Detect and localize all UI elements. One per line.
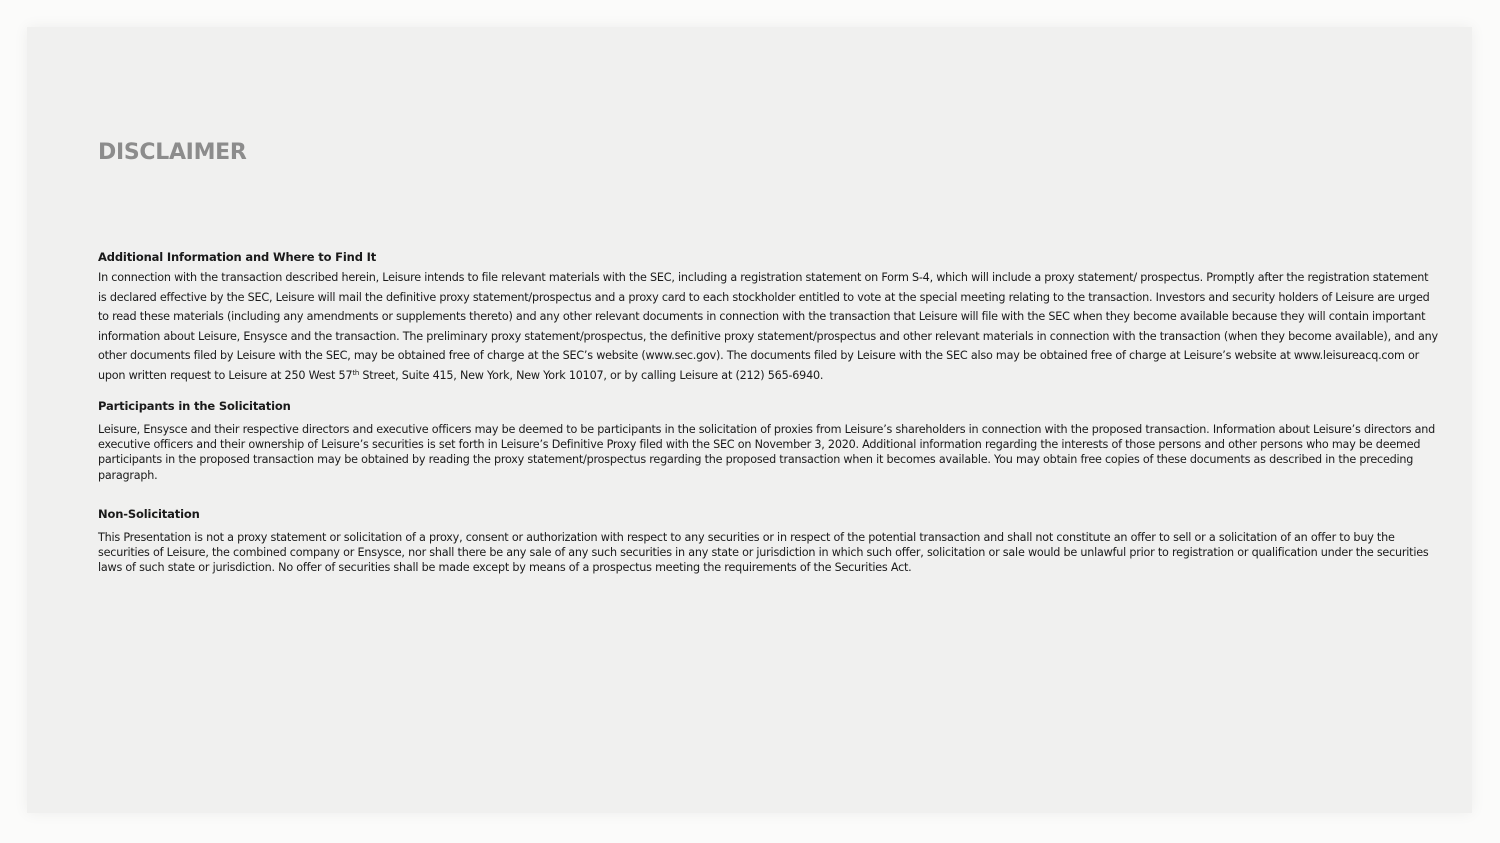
section-heading: Non-Solicitation — [98, 507, 200, 521]
section-participants — [98, 398, 1438, 483]
ordinal-superscript: th — [352, 368, 360, 377]
section-body-text-continued: Street, Suite 415, New York, New York 10107, or by calling Leisure at (212) 565-6940. — [359, 368, 824, 382]
section-non-solicitation — [98, 506, 1438, 576]
section-heading: Additional Information and Where to Find It — [98, 250, 377, 264]
section-body: Leisure, Ensysce and their respective directors and executive officers may be deemed to be participants in the solicitation of proxies from Leisure’s shareholders in connection with the proposed transaction. Information about Leisure’s directors and executive officers and their ownership of Leisure’s securities is set forth in Leisure’s Definitive Proxy filed with the SEC on November 3, 2020. Additional information regarding the interests of those persons and other persons who may be deemed participants in the proposed transaction may be obtained by reading the proxy statement/prospectus regarding the proposed transaction when it becomes available. You may obtain free copies of these documents as described in the preceding paragraph. — [98, 423, 1435, 482]
section-body — [98, 268, 1438, 385]
page-title: DISCLAIMER — [98, 140, 247, 165]
slide — [27, 27, 1472, 813]
section-heading: Participants in the Solicitation — [98, 399, 291, 413]
section-additional-information — [98, 249, 1438, 385]
section-body: This Presentation is not a proxy statement or solicitation of a proxy, consent or authorization with respect to any securities or in respect of the potential transaction and shall not constitute an offer to sell or a solicitation of an offer to buy the securities of Leisure, the combined company or Ensysce, nor shall there be any sale of any such securities in any state or jurisdiction in which such offer, solicitation or sale would be unlawful prior to registration or qualification under the securities laws of such state or jurisdiction. No offer of securities shall be made except by means of a prospectus meeting the requirements of the Securities Act. — [98, 531, 1429, 575]
section-body-text: In connection with the transaction described herein, Leisure intends to file relevant materials with the SEC, including a registration statement on Form S-4, which will include a proxy statement/ prospectus. Promptly after the registration statement is declared effective by the SEC, Leisure will mail the definitive proxy statement/prospectus and a proxy card to each stockholder entitled to vote at the special meeting relating to the transaction. Investors and security holders of Leisure are urged to read these materials (including any amendments or supplements thereto) and any other relevant documents in connection with the transaction that Leisure will file with the SEC when they become available because they will contain important information about Leisure, Ensysce and the transaction. The preliminary proxy statement/prospectus, the definitive proxy statement/prospectus and other relevant materials in connection with the transaction (when they become available), and any other documents filed by Leisure with the SEC, may be obtained free of charge at the SEC’s website (www.sec.gov). The documents filed by Leisure with the SEC also may be obtained free of charge at Leisure’s website at www.leisureacq.com or upon written request to Leisure at 250 West 57 — [98, 271, 1438, 382]
